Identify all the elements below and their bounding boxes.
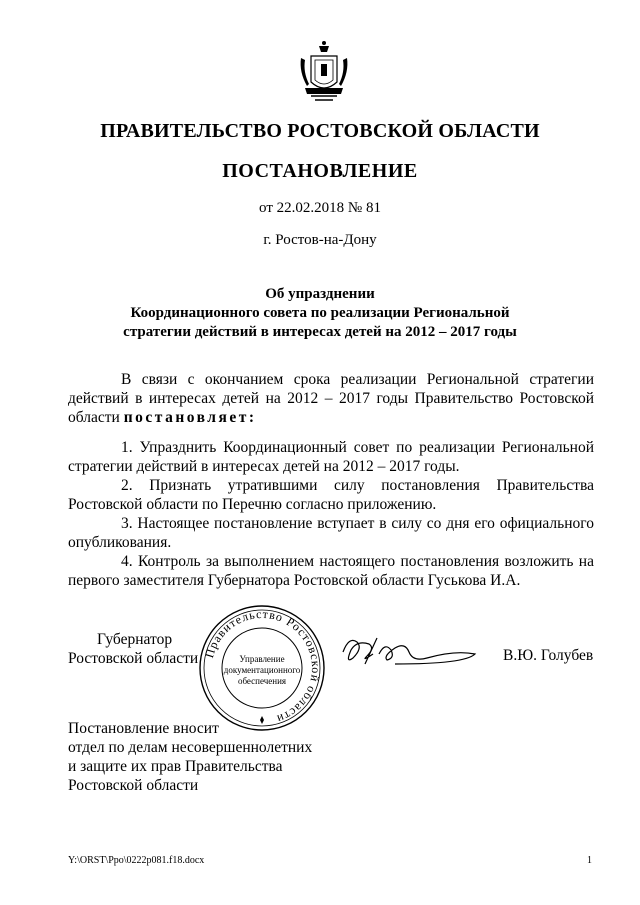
stamp-inner-line: обеспечения	[237, 676, 287, 686]
preamble-paragraph	[68, 370, 594, 427]
file-path: Y:\ORST\Ppo\0222p081.f18.docx	[68, 855, 205, 866]
signatory-position	[68, 630, 198, 668]
author-line: Ростовской области	[68, 777, 199, 794]
position-line: Ростовской области	[68, 650, 199, 667]
list-item: 3. Настоящее постановление вступает в силу со дня его официального опубликования.	[68, 515, 594, 551]
list-item: 1. Упразднить Координационный совет по реализации Региональной стратегии действий в интересах детей на 2012 – 2017 годы.	[68, 439, 594, 475]
official-stamp	[198, 604, 326, 732]
author-line: Постановление вносит	[68, 720, 219, 737]
author-note	[68, 719, 312, 795]
page-number: 1	[587, 855, 592, 866]
signatory-name: В.Ю. Голубев	[503, 647, 594, 664]
list-item: 4. Контроль за выполнением настоящего постановления возложить на первого заместителя Губернатора Ростовской области Гуськова И.А.	[68, 553, 594, 589]
stamp-inner-line: Управление	[239, 654, 285, 664]
document-heading	[0, 285, 640, 342]
document-type: ПОСТАНОВЛЕНИЕ	[222, 160, 418, 182]
document-city: г. Ростов-на-Дону	[263, 232, 377, 248]
stamp-inner-line: документационного	[223, 665, 301, 675]
heading-line: стратегии действий в интересах детей на 2012 – 2017 годы	[123, 324, 517, 340]
organization-title: ПРАВИТЕЛЬСТВО РОСТОВСКОЙ ОБЛАСТИ	[100, 120, 540, 142]
handwritten-signature	[335, 628, 480, 673]
resolves-word: постановляет:	[123, 409, 257, 426]
heading-line: Об упразднении	[265, 286, 375, 302]
author-line: отдел по делам несовершеннолетних	[68, 739, 313, 756]
stamp-outer-text: Правительство Ростовской области	[202, 606, 324, 727]
preamble-text: В связи с окончанием срока реализации Региональной стратегии действий в интересах детей на 2012 – 2017 годы Правительство Ростовской области	[68, 371, 594, 426]
list-item: 2. Признать утратившими силу постановления Правительства Ростовской области по Перечню согласно приложению.	[68, 477, 594, 513]
document-date-number: от 22.02.2018 № 81	[259, 200, 381, 216]
position-line: Губернатор	[97, 631, 173, 648]
heading-line: Координационного совета по реализации Региональной	[130, 305, 510, 321]
coat-of-arms-icon	[297, 38, 351, 108]
author-line: и защите их прав Правительства	[68, 758, 283, 775]
